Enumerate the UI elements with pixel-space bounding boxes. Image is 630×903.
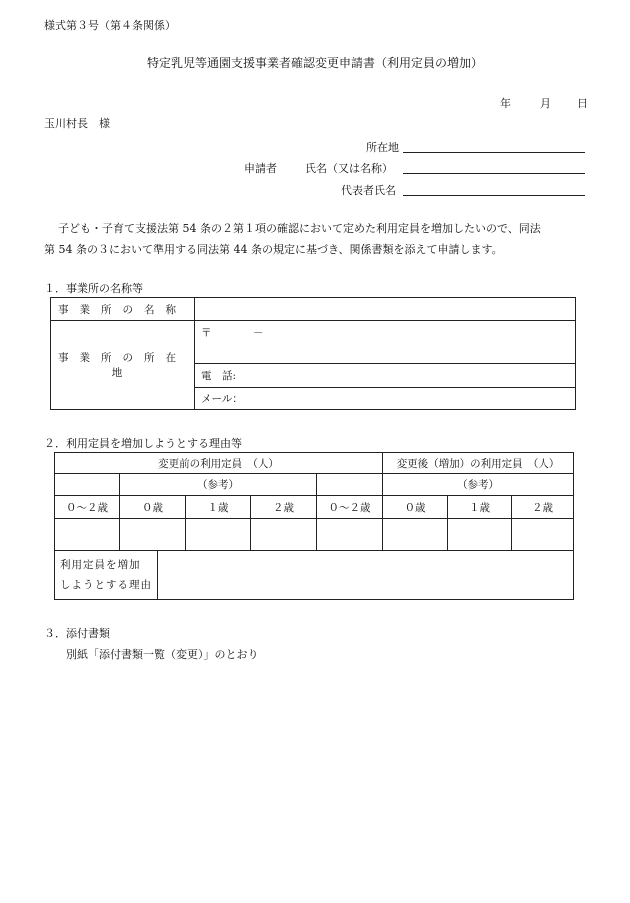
date-year: 年 (500, 97, 511, 110)
facility-phone-field[interactable] (195, 364, 576, 388)
applicant-location-label: 所在地 (366, 141, 399, 154)
reason-field[interactable] (158, 551, 574, 600)
applicant-location-line[interactable] (403, 152, 585, 153)
col-before-0-2: ０～２歳 (55, 496, 120, 519)
value-before-2[interactable] (251, 519, 317, 551)
body-text-line1: 子ども・子育て支援法第 54 条の２第１項の確認において定めた利用定員を増加したいので、同法 (58, 222, 541, 235)
section3-heading: ３．添付書類 (44, 627, 110, 640)
capacity-table (54, 452, 574, 600)
postal-dash: － (252, 327, 264, 339)
value-after-1[interactable] (448, 519, 512, 551)
value-after-0-2[interactable] (317, 519, 383, 551)
value-after-2[interactable] (512, 519, 574, 551)
col-after-0: ０歳 (383, 496, 448, 519)
after-blank-cell (317, 474, 383, 496)
postal-mark: 〒 (201, 327, 212, 339)
reason-label: 利用定員を増加 しようとする理由 (55, 551, 158, 600)
applicant-name-label: 氏名（又は名称） (305, 162, 393, 175)
section3-content: 別紙「添付書類一覧（変更）」のとおり (66, 648, 259, 661)
facility-table (50, 297, 576, 410)
before-reference-label: （参考） (120, 474, 317, 496)
facility-name-label: 事業所の名称 (51, 298, 195, 321)
section1-heading: １．事業所の名称等 (44, 282, 143, 295)
form-number: 様式第３号（第４条関係） (44, 19, 176, 32)
before-capacity-header: 変更前の利用定員 （人） (55, 453, 383, 474)
col-after-0-2: ０～２歳 (317, 496, 383, 519)
col-before-1: １歳 (186, 496, 251, 519)
applicant-rep-line[interactable] (403, 195, 585, 196)
col-before-2: ２歳 (251, 496, 317, 519)
applicant-role-label: 申請者 (244, 162, 277, 175)
after-capacity-header: 変更後（増加）の利用定員 （人） (383, 453, 574, 474)
addressee: 玉川村長 様 (44, 117, 110, 130)
date-month: 月 (540, 97, 551, 110)
applicant-name-line[interactable] (403, 173, 585, 174)
col-before-0: ０歳 (120, 496, 186, 519)
before-blank-cell (55, 474, 120, 496)
mail-label: メール： (201, 393, 243, 405)
applicant-rep-label: 代表者氏名 (341, 184, 396, 197)
value-after-0[interactable] (383, 519, 448, 551)
after-reference-label: （参考） (383, 474, 574, 496)
value-before-1[interactable] (186, 519, 251, 551)
facility-location-label: 事業所の所在地 (51, 321, 195, 410)
facility-mail-field[interactable] (195, 388, 576, 410)
facility-name-field[interactable] (195, 298, 576, 321)
col-after-1: １歳 (448, 496, 512, 519)
facility-postal-field[interactable] (195, 321, 576, 364)
phone-label: 電 話: (201, 370, 237, 382)
value-before-0-2[interactable] (55, 519, 120, 551)
section2-heading: ２．利用定員を増加しようとする理由等 (44, 437, 242, 450)
body-text-line2: 第 54 条の３において準用する同法第 44 条の規定に基づき、関係書類を添えて申請します。 (44, 243, 503, 256)
value-before-0[interactable] (120, 519, 186, 551)
date-day: 日 (577, 97, 588, 110)
form-title: 特定乳児等通園支援事業者確認変更申請書（利用定員の増加） (146, 56, 483, 70)
col-after-2: ２歳 (512, 496, 574, 519)
